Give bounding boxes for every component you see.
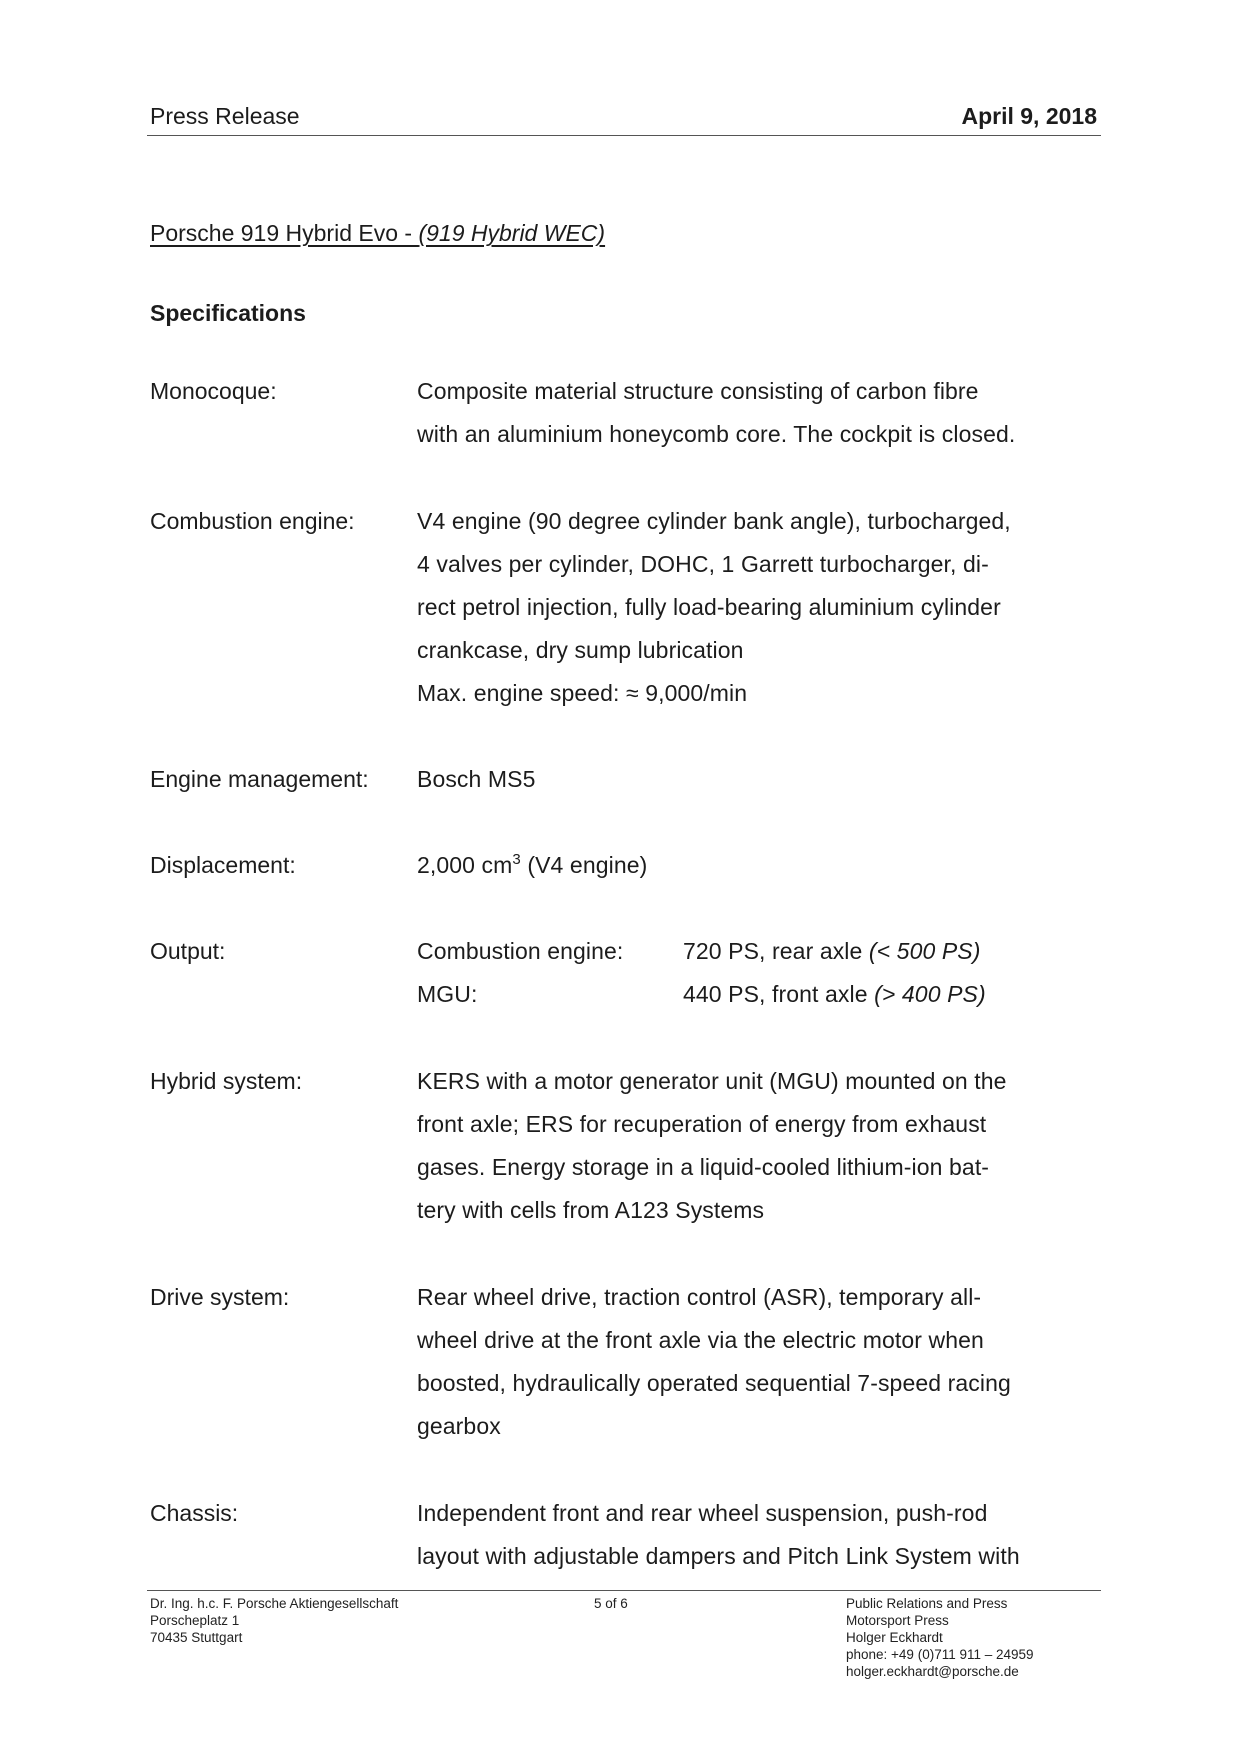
output-sublabel: MGU: bbox=[417, 981, 478, 1007]
title-main: Porsche 919 Hybrid Evo - bbox=[150, 220, 419, 246]
spec-line: Composite material structure consisting of carbon fibre bbox=[417, 378, 979, 404]
output-subvalue bbox=[683, 973, 986, 1016]
spec-line: with an aluminium honeycomb core. The cockpit is closed. bbox=[417, 421, 1016, 447]
footer-company bbox=[150, 1595, 398, 1646]
output-sublabel: Combustion engine: bbox=[417, 938, 624, 964]
output-note: (< 500 PS) bbox=[868, 938, 981, 964]
displacement-value: 2,000 cm bbox=[417, 852, 513, 878]
company-street: Porscheplatz 1 bbox=[150, 1613, 240, 1628]
spec-line: gases. Energy storage in a liquid-cooled lithium-ion bat- bbox=[417, 1154, 990, 1180]
spec-line: tery with cells from A123 Systems bbox=[417, 1197, 765, 1223]
spec-value bbox=[417, 758, 1240, 801]
spec-line: crankcase, dry sump lubrication bbox=[417, 637, 744, 663]
output-subvalue bbox=[683, 930, 981, 973]
spec-label: Displacement: bbox=[150, 852, 296, 878]
spec-line: Max. engine speed: ≈ 9,000/min bbox=[417, 680, 748, 706]
spec-line: KERS with a motor generator unit (MGU) mounted on the bbox=[417, 1068, 1007, 1094]
document-title bbox=[150, 220, 605, 247]
spec-line: Rear wheel drive, traction control (ASR), temporary all- bbox=[417, 1284, 982, 1310]
spec-line: Independent front and rear wheel suspension, push-rod bbox=[417, 1500, 988, 1526]
spec-line: boosted, hydraulically operated sequential 7-speed racing bbox=[417, 1370, 1011, 1396]
spec-label: Output: bbox=[150, 938, 226, 964]
release-date: April 9, 2018 bbox=[961, 103, 1097, 129]
footer-page-number bbox=[594, 1595, 628, 1612]
output-value: 720 PS, rear axle bbox=[683, 938, 869, 964]
spec-line: rect petrol injection, fully load-bearing aluminium cylinder bbox=[417, 594, 1001, 620]
spec-line: layout with adjustable dampers and Pitch Link System with bbox=[417, 1543, 1020, 1569]
page-footer bbox=[147, 1590, 1101, 1701]
spec-line: 4 valves per cylinder, DOHC, 1 Garrett turbocharger, di- bbox=[417, 551, 989, 577]
contact-division: Motorsport Press bbox=[846, 1613, 949, 1628]
spec-value bbox=[417, 1492, 1240, 1578]
output-value: 440 PS, front axle bbox=[683, 981, 875, 1007]
contact-name: Holger Eckhardt bbox=[846, 1630, 943, 1645]
company-city: 70435 Stuttgart bbox=[150, 1630, 243, 1645]
spec-label: Combustion engine: bbox=[150, 508, 355, 534]
spec-value bbox=[417, 370, 1240, 456]
output-subrow bbox=[417, 930, 1240, 973]
spec-line: V4 engine (90 degree cylinder bank angle), turbocharged, bbox=[417, 508, 1011, 534]
spec-value bbox=[417, 844, 1240, 887]
page-header bbox=[147, 103, 1101, 136]
spec-line: gearbox bbox=[417, 1413, 501, 1439]
spec-line: wheel drive at the front axle via the electric motor when bbox=[417, 1327, 984, 1353]
spec-label: Engine management: bbox=[150, 766, 369, 792]
superscript-unit: 3 bbox=[512, 851, 521, 868]
company-name: Dr. Ing. h.c. F. Porsche Aktiengesellschaft bbox=[150, 1596, 399, 1611]
spec-value bbox=[417, 1060, 1240, 1232]
spec-label: Hybrid system: bbox=[150, 1068, 303, 1094]
output-note: (> 400 PS) bbox=[874, 981, 986, 1007]
spec-label: Chassis: bbox=[150, 1500, 239, 1526]
title-italic: (919 Hybrid WEC) bbox=[418, 220, 606, 246]
contact-email[interactable]: holger.eckhardt@porsche.de bbox=[846, 1664, 1019, 1679]
spec-line bbox=[417, 844, 1240, 887]
page-number: 5 of 6 bbox=[594, 1596, 628, 1611]
spec-line: front axle; ERS for recuperation of energy from exhaust bbox=[417, 1111, 987, 1137]
footer-contact bbox=[846, 1595, 1034, 1680]
spec-label: Monocoque: bbox=[150, 378, 277, 404]
spec-value bbox=[417, 1276, 1240, 1448]
spec-value bbox=[417, 930, 1240, 1016]
output-subrow bbox=[417, 973, 1240, 1016]
spec-value bbox=[417, 500, 1240, 715]
displacement-note: (V4 engine) bbox=[520, 852, 648, 878]
contact-phone: phone: +49 (0)711 911 – 24959 bbox=[846, 1647, 1034, 1662]
document-type: Press Release bbox=[150, 103, 300, 129]
section-heading: Specifications bbox=[150, 300, 306, 326]
spec-label: Drive system: bbox=[150, 1284, 290, 1310]
spec-line: Bosch MS5 bbox=[417, 766, 536, 792]
contact-department: Public Relations and Press bbox=[846, 1596, 1008, 1611]
